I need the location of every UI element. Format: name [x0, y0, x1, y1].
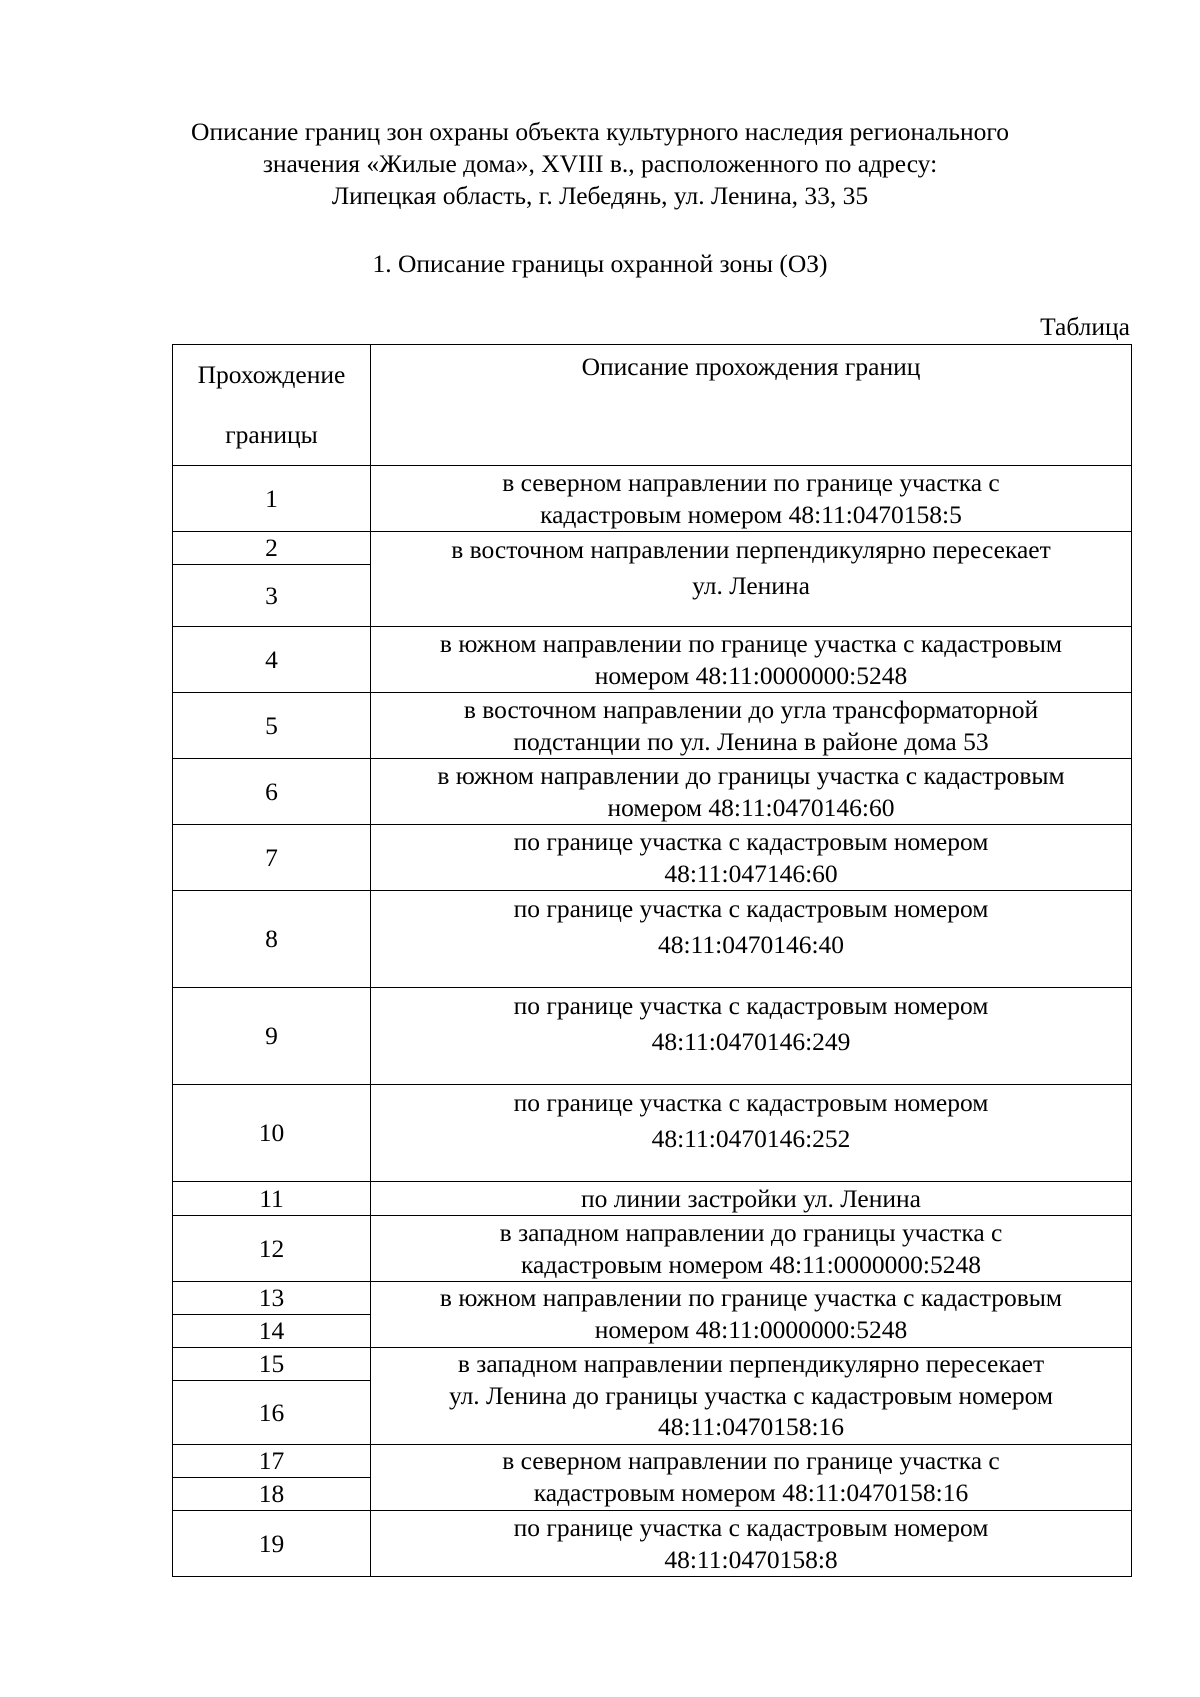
document-title [150, 116, 1050, 212]
description-line: в южном направлении по границе участка с кадастровым [439, 1283, 1063, 1312]
row-description [371, 1511, 1132, 1577]
description-line: кадастровым номером 48:11:0470158:16 [533, 1477, 969, 1507]
row-number: 11 [173, 1182, 371, 1216]
row-number: 1 [173, 466, 371, 532]
row-number: 13 [173, 1282, 371, 1315]
table-row [173, 1182, 1132, 1216]
row-number: 9 [173, 988, 371, 1085]
title-line-3: Липецкая область, г. Лебедянь, ул. Ленина, 33, 35 [331, 181, 869, 210]
row-description [371, 825, 1132, 891]
row-description [371, 627, 1132, 693]
row-number: 4 [173, 627, 371, 693]
row-number: 3 [173, 565, 371, 627]
description-line: номером 48:11:0470146:60 [607, 792, 895, 822]
description-line: 48:11:0470158:8 [664, 1544, 838, 1574]
row-number: 2 [173, 532, 371, 565]
description-line: в восточном направлении до угла трансформаторной [463, 695, 1039, 724]
description-line: в восточном направлении перпендикулярно пересекает [451, 535, 1051, 564]
row-description [371, 1348, 1132, 1445]
table-row [173, 1348, 1132, 1381]
row-description [371, 1282, 1132, 1348]
table-row [173, 891, 1132, 988]
header-boundary-point-line-1: Прохождение [197, 360, 346, 389]
row-description [371, 1445, 1132, 1511]
row-number: 16 [173, 1381, 371, 1445]
description-line: ул. Ленина [692, 571, 810, 600]
table-caption: Таблица [1040, 312, 1130, 341]
description-line: в северном направлении по границе участка с [502, 468, 1000, 497]
row-description [371, 532, 1132, 627]
row-description [371, 1085, 1132, 1182]
description-line: в южном направлении по границе участка с кадастровым [439, 629, 1063, 658]
table-row [173, 759, 1132, 825]
table-row [173, 466, 1132, 532]
description-line: 48:11:0470146:252 [651, 1124, 851, 1153]
description-line: подстанции по ул. Ленина в районе дома 53 [513, 726, 989, 756]
row-number: 10 [173, 1085, 371, 1182]
description-line: по границе участка с кадастровым номером [513, 1513, 989, 1542]
row-description [371, 1182, 1132, 1216]
table-row [173, 1216, 1132, 1282]
description-line: номером 48:11:0000000:5248 [594, 1314, 908, 1344]
table-header-row [173, 345, 1132, 466]
table-row [173, 627, 1132, 693]
description-line: по линии застройки ул. Ленина [581, 1183, 921, 1213]
table-row [173, 825, 1132, 891]
row-number: 6 [173, 759, 371, 825]
description-line: 48:11:0470146:40 [657, 930, 845, 959]
row-description [371, 891, 1132, 988]
table-row [173, 1445, 1132, 1478]
row-description [371, 988, 1132, 1085]
row-description [371, 693, 1132, 759]
table-row [173, 532, 1132, 565]
description-line: в западном направлении до границы участка с [499, 1218, 1003, 1247]
header-boundary-description: Описание прохождения границ [371, 345, 1132, 466]
description-line: ул. Ленина до границы участка с кадастровым номером [448, 1380, 1054, 1410]
boundary-table [172, 344, 1132, 1577]
table-row [173, 1282, 1132, 1315]
description-line: 48:11:0470146:249 [651, 1027, 851, 1056]
row-number: 15 [173, 1348, 371, 1381]
row-number: 5 [173, 693, 371, 759]
row-description [371, 1216, 1132, 1282]
row-number: 8 [173, 891, 371, 988]
description-line: по границе участка с кадастровым номером [513, 991, 989, 1020]
title-line-2: значения «Жилые дома», XVIII в., расположенного по адресу: [262, 149, 938, 178]
description-line: по границе участка с кадастровым номером [513, 827, 989, 856]
description-line: кадастровым номером 48:11:0000000:5248 [520, 1249, 982, 1279]
description-line: кадастровым номером 48:11:0470158:5 [540, 499, 962, 529]
description-line: по границе участка с кадастровым номером [513, 1088, 989, 1117]
table-row [173, 1085, 1132, 1182]
description-line: 48:11:0470158:16 [657, 1412, 845, 1441]
description-line: в западном направлении перпендикулярно пересекает [457, 1349, 1045, 1378]
row-description [371, 466, 1132, 532]
row-number: 17 [173, 1445, 371, 1478]
header-boundary-point-line-2: границы [225, 420, 318, 449]
row-number: 18 [173, 1478, 371, 1511]
description-line: номером 48:11:0000000:5248 [594, 660, 908, 690]
row-description [371, 759, 1132, 825]
description-line: в северном направлении по границе участка с [502, 1446, 1000, 1475]
description-line: в южном направлении до границы участка с кадастровым [437, 761, 1065, 790]
table-row [173, 988, 1132, 1085]
row-number: 14 [173, 1315, 371, 1348]
header-boundary-point [173, 345, 371, 466]
description-line: 48:11:047146:60 [664, 858, 838, 888]
section-heading: 1. Описание границы охранной зоны (ОЗ) [372, 249, 828, 278]
table-row [173, 693, 1132, 759]
row-number: 12 [173, 1216, 371, 1282]
description-line: по границе участка с кадастровым номером [513, 894, 989, 923]
row-number: 19 [173, 1511, 371, 1577]
table-row [173, 1511, 1132, 1577]
title-line-1: Описание границ зон охраны объекта культурного наследия регионального [191, 117, 1009, 146]
row-number: 7 [173, 825, 371, 891]
